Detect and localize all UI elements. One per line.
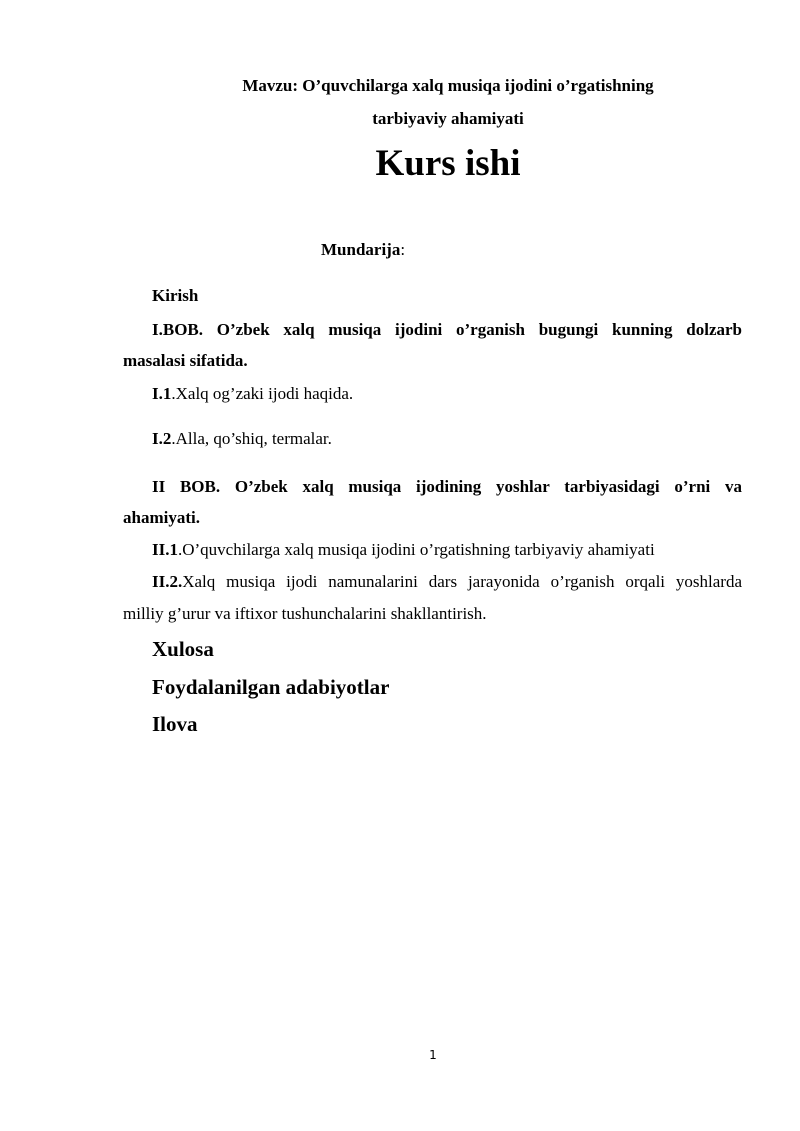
document-title: Kurs ishi xyxy=(375,143,521,184)
toc-section-1-2 xyxy=(152,429,332,449)
toc-intro: Kirish xyxy=(152,286,199,305)
section-text: .O’quvchilarga xalq musiqa ijodini o’rgatishning tarbiyaviy ahamiyati xyxy=(177,540,655,559)
toc-conclusion: Xulosa xyxy=(152,637,214,661)
section-number: I.1 xyxy=(152,384,172,403)
toc-chapter1-line1: I.BOB. O’zbek xalq musiqa ijodini o’rganish bugungi kunning dolzarb xyxy=(152,320,742,339)
section-text: .Xalq og’zaki ijodi haqida. xyxy=(171,384,354,403)
toc-heading-text: Mundarija xyxy=(321,240,401,259)
section-number: II.1 xyxy=(152,540,178,559)
subject-line-2: tarbiyaviy ahamiyati xyxy=(372,109,524,128)
toc-appendix: Ilova xyxy=(152,712,198,736)
section-number: II.2. xyxy=(152,572,183,591)
toc-chapter1-line2: masalasi sifatida. xyxy=(123,351,248,370)
toc-heading xyxy=(321,240,405,260)
subject-line-1: Mavzu: O’quvchilarga xalq musiqa ijodini o’rgatishning xyxy=(242,76,654,95)
toc-section-1-1 xyxy=(152,384,353,404)
toc-chapter2-line2: ahamiyati. xyxy=(123,508,200,527)
toc-references: Foydalanilgan adabiyotlar xyxy=(152,675,390,699)
section-text: Xalq musiqa ijodi namunalarini dars jarayonida o’rganish orqali yoshlarda xyxy=(182,572,742,591)
section-number: I.2 xyxy=(152,429,172,448)
page-number: 1 xyxy=(429,1048,437,1062)
toc-chapter2-line1: II BOB. O’zbek xalq musiqa ijodining yoshlar tarbiyasidagi o’rni va xyxy=(152,477,742,496)
toc-section-2-2 xyxy=(152,572,742,592)
toc-heading-colon: : xyxy=(400,240,406,259)
toc-section-2-2-line2: milliy g’urur va iftixor tushunchalarini shakllantirish. xyxy=(123,604,487,623)
toc-section-2-1 xyxy=(152,540,655,560)
section-text: .Alla, qo’shiq, termalar. xyxy=(171,429,332,448)
